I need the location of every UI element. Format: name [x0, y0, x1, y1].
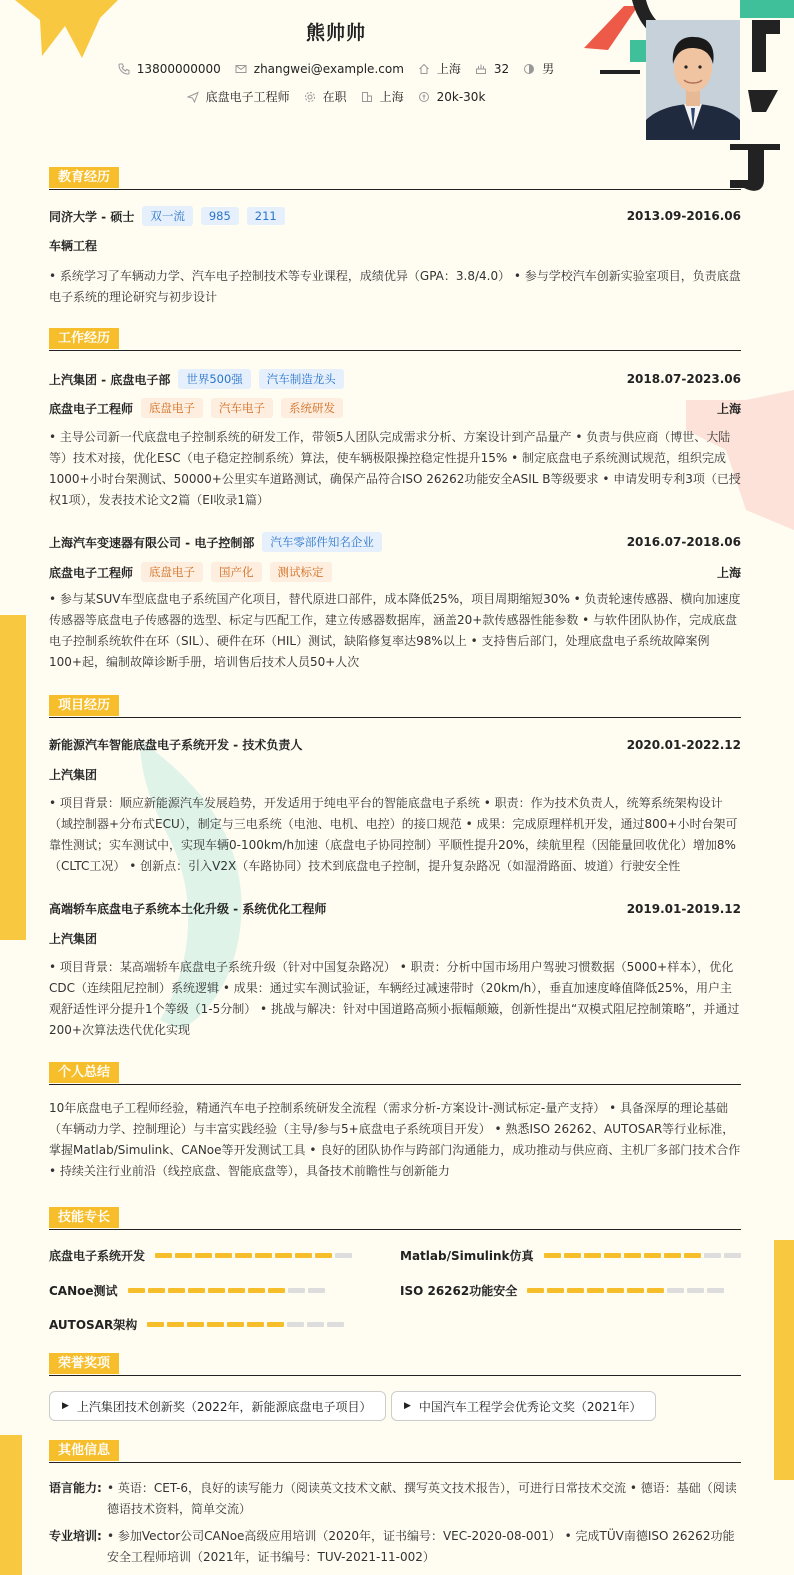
education-major-row — [49, 237, 741, 254]
work-title: 工作经历 — [49, 328, 119, 349]
skill-segment-filled — [215, 1253, 232, 1258]
role-name: 底盘电子工程师 — [49, 565, 134, 580]
skill-segment-filled — [187, 1322, 204, 1327]
gender-value: 男 — [542, 62, 555, 76]
project-org: 上汽集团 — [49, 932, 98, 946]
cake-icon — [475, 63, 487, 75]
work-description: • 主导公司新一代底盘电子控制系统的研发工作，带领5人团队完成需求分析、方案设计到产品量产 • 负责与供应商（博世、大陆等）技术对接，优化ESC（电子稳定控制系统）算法，使车辆极限操控稳定性提升15% • 制定底盘电子系统测试规范，组织完成1000+小时台架测试、50000+公里实车道路测试，确保产品符合ISO 26262功能安全ASIL B等级要求 • 申请发明专利3项（已授权1项），发表技术论文2篇（EI收录1篇） — [49, 430, 741, 507]
gender-icon — [523, 63, 535, 75]
project-title-row — [49, 900, 741, 917]
other-label: 专业培训: — [49, 1529, 102, 1543]
summary-header — [49, 1062, 741, 1085]
skill-segment-filled — [267, 1322, 284, 1327]
skill-segment-empty — [704, 1253, 721, 1258]
work-description: • 参与某SUV车型底盘电子系统国产化项目，替代原进口部件，成本降低25%，项目周期缩短30% • 负责轮速传感器、横向加速度传感器等底盘电子传感器的选型、标定与匹配工作，建立传感器数据库，涵盖20+款传感器性能参数 • 与软件团队协作，完成底盘电子控制系统软件在环（SIL）、硬件在环（HIL）测试，缺陷修复率达98%以上 • 支持售后部门，处理底盘电子系统故障案例100+起，编制故障诊断手册，培训售后技术人员50+人次 — [49, 592, 741, 669]
status-item — [304, 88, 347, 105]
skill-segment-filled — [227, 1322, 244, 1327]
skill-segment-filled — [584, 1253, 601, 1258]
skill-segment-filled — [268, 1288, 285, 1293]
skill-level-bar — [544, 1253, 741, 1258]
building-icon — [361, 91, 373, 103]
company-tag: 汽车制造龙头 — [259, 369, 344, 389]
role-tag: 底盘电子 — [141, 562, 203, 582]
skill-level-bar — [147, 1322, 344, 1327]
award-text: 上汽集团技术创新奖（2022年，新能源底盘电子项目） — [76, 1399, 372, 1414]
other-header — [49, 1440, 741, 1463]
summary-text: 10年底盘电子工程师经验，精通汽车电子控制系统研发全流程（需求分析-方案设计-测试标定-量产支持） • 具备深厚的理论基础（车辆动力学、控制理论）与丰富实践经验（主导/参与5+底盘电子系统项目开发） • 熟悉ISO 26262、AUTOSAR等行业标准，掌握Matlab/Simulink、CANoe等开发测试工具 • 良好的团队协作与跨部门沟通能力，成功推动与供应商、主机厂多部门技术合作 • 持续关注行业前沿（线控底盘、智能底盘等），具备技术前瞻性与创新能力 — [49, 1101, 741, 1178]
skill-segment-filled — [624, 1253, 641, 1258]
skill-segment-filled — [544, 1253, 561, 1258]
skill-segment-filled — [255, 1253, 272, 1258]
summary-title: 个人总结 — [49, 1062, 119, 1083]
project-description: • 项目背景：顺应新能源汽车发展趋势，开发适用于纯电平台的智能底盘电子系统 • 职责：作为技术负责人，统筹系统架构设计（域控制器+分布式ECU），制定与三电系统（电池、电机、电控）的接口规范 • 成果：完成原理样机开发，通过800+小时台架可靠性测试；实车测试中，实现车辆0-100km/h加速（底盘电子协同控制）平顺性提升20%，续航里程（因能量回收优化）增加8%（CLTC工况） • 创新点：引入V2X（车路协同）技术到底盘电子控制，提升复杂路况（如湿滑路面、坡道）行驶安全性 — [49, 796, 738, 873]
projects-title: 项目经历 — [49, 695, 119, 716]
skill-segment-filled — [228, 1288, 245, 1293]
skill-segment-filled — [564, 1253, 581, 1258]
email-value: zhangwei@example.com — [253, 61, 404, 76]
skill-segment-filled — [644, 1253, 661, 1258]
school-name: 同济大学 - 硕士 — [49, 209, 135, 224]
project-period: 2019.01-2019.12 — [626, 901, 741, 916]
skill-segment-filled — [684, 1253, 701, 1258]
skill-segment-filled — [604, 1253, 621, 1258]
age-value: 32 — [493, 61, 510, 76]
award-item — [49, 1391, 386, 1421]
skill-segment-empty — [724, 1253, 741, 1258]
salary-item — [418, 90, 486, 104]
skill-segment-filled — [155, 1253, 172, 1258]
skill-segment-filled — [208, 1288, 225, 1293]
status-value: 在职 — [322, 90, 347, 104]
projects-section — [49, 695, 741, 1045]
role-name: 底盘电子工程师 — [49, 401, 134, 416]
gear-icon — [304, 91, 316, 103]
work-city: 上海 — [716, 401, 741, 416]
skill-item — [400, 1247, 741, 1264]
skill-segment-filled — [567, 1288, 584, 1293]
skill-segment-empty — [307, 1322, 324, 1327]
skill-item — [400, 1282, 724, 1299]
skill-segment-filled — [627, 1288, 644, 1293]
education-school-row — [49, 206, 741, 226]
other-row-language — [49, 1478, 741, 1520]
other-row-training — [49, 1526, 741, 1568]
school-tag: 双一流 — [142, 206, 193, 226]
phone-value: 13800000000 — [136, 61, 221, 76]
project-description: • 项目背景：某高端轿车底盘电子系统升级（针对中国复杂路况） • 职责：分析中国市场用户驾驶习惯数据（5000+样本），优化CDC（连续阻尼控制）系统逻辑 • 成果：通过实车测试验证，车辆经过减速带时（20km/h），垂直加速度峰值降低25%，用户主观舒适性评分提升1个等级（1-5分制） • 挑战与解决：针对中国道路高频小振幅颠簸，创新性提出“双模式阻尼控制策略”，并通过200+次算法迭代优化实现 — [49, 960, 740, 1037]
role-tag: 底盘电子 — [141, 398, 203, 418]
projects-header — [49, 695, 741, 718]
phone-item — [118, 62, 221, 76]
education-title: 教育经历 — [49, 167, 119, 188]
skill-segment-filled — [547, 1288, 564, 1293]
skill-segment-filled — [587, 1288, 604, 1293]
skill-segment-filled — [607, 1288, 624, 1293]
education-section — [49, 167, 741, 312]
award-item — [391, 1391, 656, 1421]
other-text: • 英语：CET-6，良好的读写能力（阅读英文技术文献、撰写英文技术报告），可进行日常技术交流 • 德语：基础（阅读德语技术资料，简单交流） — [107, 1481, 737, 1516]
skill-name: AUTOSAR架构 — [49, 1318, 138, 1332]
skill-segment-filled — [235, 1253, 252, 1258]
skill-segment-filled — [275, 1253, 292, 1258]
work-role-row — [49, 562, 741, 582]
home-icon — [418, 63, 430, 75]
skill-segment-empty — [687, 1288, 704, 1293]
skill-segment-filled — [315, 1253, 332, 1258]
awards-header — [49, 1353, 741, 1376]
avatar-illustration — [646, 20, 740, 140]
skill-segment-filled — [247, 1322, 264, 1327]
skill-name: CANoe测试 — [49, 1284, 118, 1298]
skill-segment-filled — [188, 1288, 205, 1293]
skill-segment-empty — [335, 1253, 352, 1258]
skill-name: Matlab/Simulink仿真 — [400, 1249, 534, 1263]
position-value: 底盘电子工程师 — [205, 90, 290, 104]
other-title: 其他信息 — [49, 1440, 119, 1461]
project-title: 新能源汽车智能底盘电子系统开发 - 技术负责人 — [49, 738, 303, 752]
skill-level-bar — [527, 1288, 724, 1293]
project-org-row — [49, 930, 741, 947]
skill-segment-empty — [287, 1322, 304, 1327]
education-period: 2013.09-2016.06 — [626, 209, 741, 223]
work-city: 上海 — [716, 565, 741, 580]
profile-photo — [646, 20, 740, 140]
phone-icon — [118, 63, 130, 75]
mail-icon — [235, 63, 247, 75]
skill-segment-empty — [327, 1322, 344, 1327]
skill-segment-filled — [147, 1322, 164, 1327]
skill-item — [49, 1316, 344, 1333]
skill-item — [49, 1247, 352, 1264]
project-org-row — [49, 766, 741, 783]
work-section — [49, 328, 741, 683]
candidate-name: 熊帅帅 — [305, 22, 366, 44]
education-description: • 系统学习了车辆动力学、汽车电子控制技术等专业课程，成绩优异（GPA：3.8/4.0） • 参与学校汽车创新实验室项目，负责底盘电子系统的理论研究与初步设计 — [49, 269, 741, 304]
school-tag: 211 — [247, 207, 285, 225]
coin-icon — [418, 91, 430, 103]
skills-header — [49, 1207, 741, 1230]
role-tag: 测试标定 — [270, 562, 332, 582]
company-name: 上汽集团 - 底盘电子部 — [49, 372, 171, 387]
skill-segment-empty — [288, 1288, 305, 1293]
skills-title: 技能专长 — [49, 1207, 119, 1228]
work-company-row — [49, 369, 741, 389]
summary-section — [49, 1062, 741, 1197]
role-tag: 国产化 — [211, 562, 262, 582]
skills-section — [49, 1207, 741, 1337]
skill-segment-filled — [647, 1288, 664, 1293]
skill-segment-filled — [148, 1288, 165, 1293]
salary-value: 20k-30k — [436, 89, 486, 104]
company-tag: 世界500强 — [178, 369, 250, 389]
position-item — [187, 88, 290, 105]
skill-item — [49, 1282, 325, 1299]
skill-level-bar — [155, 1253, 352, 1258]
company-name: 上海汽车变速器有限公司 - 电子控制部 — [49, 535, 255, 550]
awards-title: 荣誉奖项 — [49, 1353, 119, 1374]
project-org: 上汽集团 — [49, 768, 98, 782]
skill-name: ISO 26262功能安全 — [400, 1284, 518, 1298]
triangle-icon: ▶ — [404, 1401, 411, 1411]
gender-item — [523, 60, 554, 77]
job-intent-row — [0, 88, 672, 105]
skill-name: 底盘电子系统开发 — [49, 1249, 146, 1263]
city-item — [361, 88, 404, 105]
work-period: 2016.07-2018.06 — [626, 535, 741, 549]
school-tag: 985 — [201, 207, 239, 225]
skill-level-bar — [128, 1288, 325, 1293]
skill-segment-filled — [207, 1322, 224, 1327]
skill-segment-filled — [664, 1253, 681, 1258]
skill-segment-filled — [168, 1288, 185, 1293]
role-tag: 汽车电子 — [211, 398, 273, 418]
hometown-value: 上海 — [436, 62, 461, 76]
triangle-icon: ▶ — [62, 1401, 69, 1411]
skill-segment-filled — [175, 1253, 192, 1258]
skill-segment-filled — [128, 1288, 145, 1293]
work-header — [49, 328, 741, 351]
email-item — [235, 62, 404, 76]
project-period: 2020.01-2022.12 — [626, 737, 741, 752]
hometown-item — [418, 60, 461, 77]
education-header — [49, 167, 741, 190]
awards-section — [49, 1353, 741, 1425]
skill-segment-filled — [248, 1288, 265, 1293]
contact-row — [0, 60, 672, 77]
city-value: 上海 — [379, 90, 404, 104]
skill-segment-empty — [707, 1288, 724, 1293]
work-role-row — [49, 398, 741, 418]
skill-segment-empty — [667, 1288, 684, 1293]
role-tag: 系统研发 — [281, 398, 343, 418]
skill-segment-filled — [167, 1322, 184, 1327]
other-section — [49, 1440, 741, 1570]
skill-segment-filled — [295, 1253, 312, 1258]
other-text: • 参加Vector公司CANoe高级应用培训（2020年，证书编号：VEC-2020-08-001） • 完成TÜV南德ISO 26262功能安全工程师培训（2021年，证书编号：TUV-2021-11-002） — [107, 1529, 735, 1564]
education-major: 车辆工程 — [49, 239, 98, 253]
skill-segment-empty — [308, 1288, 325, 1293]
age-item — [475, 62, 509, 76]
award-text: 中国汽车工程学会优秀论文奖（2021年） — [418, 1399, 642, 1414]
skill-segment-filled — [195, 1253, 212, 1258]
send-icon — [187, 91, 199, 103]
work-period: 2018.07-2023.06 — [626, 372, 741, 386]
skill-segment-filled — [527, 1288, 544, 1293]
work-company-row — [49, 532, 741, 552]
project-title: 高端轿车底盘电子系统本土化升级 - 系统优化工程师 — [49, 902, 327, 916]
project-title-row — [49, 736, 741, 753]
other-label: 语言能力: — [49, 1481, 102, 1495]
company-tag: 汽车零部件知名企业 — [262, 532, 382, 552]
